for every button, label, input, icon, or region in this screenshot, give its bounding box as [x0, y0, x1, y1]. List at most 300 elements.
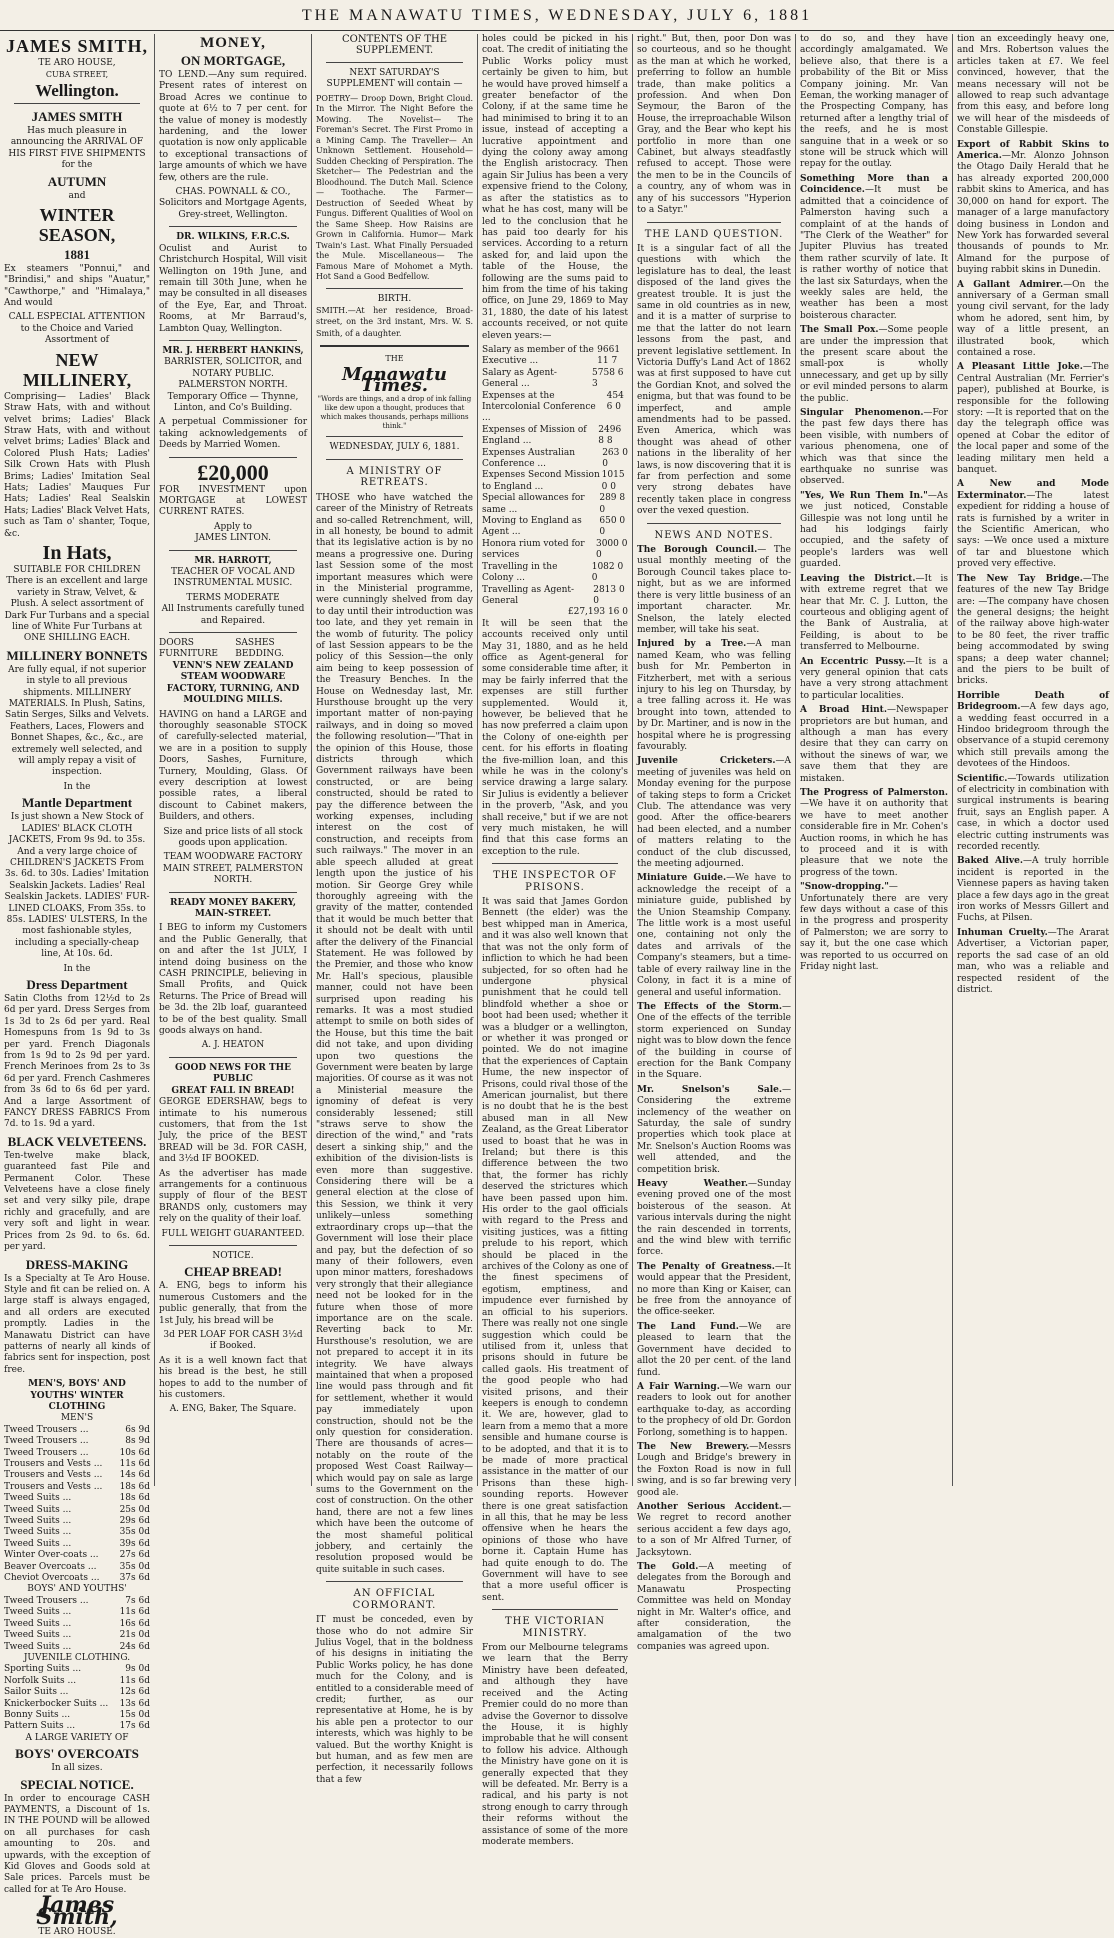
news-item-heading: The Land Fund. — [637, 1321, 739, 1332]
ad-millinery-list: Comprising— Ladies' Black Straw Hats, with and without velvet brims; Ladies' Black Straw Hats, with and without velvet brims; Ladies' Black and Colored Plush Hats; Ladies' Silk Crown Hats with Plush Brims; Ladies' Imitation Seal Hats; Ladies' Mauques Fur Hats; Ladies' Real Sealskin Hats; Ladies' Black Velvet Hats, such as Tam o' shanter, Toque, &c. — [4, 391, 150, 539]
price-row — [4, 1516, 150, 1527]
price-item: Bonny Suits ... — [4, 1709, 71, 1720]
price-value: 454 6 0 — [606, 390, 624, 412]
column-1-james-smith-ad — [4, 34, 150, 1938]
price-item: Tweed Suits ... — [4, 1538, 72, 1549]
ad-mantle-text: Is just shown a New Stock of LADIES' BLACK CLOTH JACKETS, From 9s 9d. to 35s. And a very large choice of CHILDREN'S JACKETS From 3s. 6d. to 30s. Ladies' Imitation Sealskin Jackets. Ladies' Real Sealskin Jackets. LADIES' FUR-LINED CLOAKS, From 35s. to 85s. LADIES' ULSTERS, In the most fashionable styles, including a specially-cheap line, At 10s. 6d. — [4, 812, 150, 960]
news-item — [637, 1562, 791, 1653]
paper-title: Manawatu Times. — [342, 363, 447, 397]
news-item-text: —Some people are under the impression that the present scare about the small-pox is wholly unnecessary, and get up by silly or evil minded persons to alarm the public. — [800, 325, 949, 404]
news-item — [800, 174, 948, 322]
article-body: to do so, and they have accordingly amalgamated. We believe also, that there is a probability of the Bit or Miss Company joining. Mr. Van Eeman, the working manager of the Prospecting Company, has returned after a lengthy trial of the reefs, and he is most sanguine that in a week or so stone will be struck which will repay for the outlay. — [800, 34, 948, 170]
price-item: Tweed Trousers ... — [4, 1436, 89, 1447]
news-item-text: —A meeting of delegates from the Borough and Manawatu Prospecting Committee was held on Monday night in Mr. Walter's office, and after consideration, the amalgamation of the two companies was agreed upon. — [637, 1562, 791, 1652]
ad-dress-text: Satin Cloths from 12½d to 2s 6d per yard. Dress Serges from 1s 3d to 2s 6d per yard. Real Homespuns from 1s 9d to 3s per yard. French Diagonals from 1s 9d to 2s 9d per yard. French Merinoes from 2s to 3s 6d per yard. French Cashmeres from 3s 6d to 6s 6d per yard. And a large Assortment of FANCY DRESS FABRICS From 7d. to 1s. 9d a yard. — [4, 993, 150, 1130]
news-item — [637, 1085, 791, 1176]
news-item-text: —A man named Keam, who was felling bush for Mr. Pemberton in Fitzherbert, met with a serious injury to his leg on Thursday, by a tree falling across it. He was brought into town, attended to by Dr. Martiner, and is now in the hospital where he is progressing favourably. — [637, 639, 791, 752]
price-value: 25s 0d — [119, 1504, 150, 1515]
price-item: Norfolk Suits ... — [4, 1675, 77, 1686]
price-item: Tweed Trousers ... — [4, 1447, 89, 1458]
news-item-heading: Juvenile Cricketers. — [637, 756, 776, 767]
price-row — [4, 1676, 150, 1687]
price-item: Expenses at the Intercolonial Conference ... — [482, 390, 596, 424]
price-item: Tweed Suits ... — [4, 1516, 72, 1527]
news-item-heading: The New Tay Bridge. — [957, 573, 1083, 584]
news-item — [637, 1502, 791, 1559]
news-item — [957, 691, 1109, 771]
news-item-heading: Horrible Death of Bridegroom. — [957, 690, 1109, 713]
price-item: Trousers and Vests ... — [4, 1459, 103, 1469]
price-row — [4, 1687, 150, 1698]
ad-notice-text: In order to encourage CASH PAYMENTS, a Discount of 1s. IN THE POUND will be allowed on all purchases for cash amounting to 20s. and upwards, with the exception of Kid Gloves and Goods sold at Sale prices. Parcels must be called for at Te Aro House. — [4, 1793, 150, 1895]
news-item-heading: The Small Pox. — [800, 325, 879, 336]
ad-bonnets-text: Are fully equal, if not superior in style to all previous shipments. MILLINERY MATERIALS. In Plush, Satins, Satin Serges, Silks and Velvets. Feathers, Laces, Flowers and Bonnet Shapes, &c., &c., are extremely well selected, and will amply repay a visit of inspection. — [5, 664, 149, 778]
price-row — [4, 1505, 150, 1516]
mortgage-heading: ON MORTGAGE, — [180, 53, 286, 68]
news-item — [800, 705, 948, 785]
news-item-heading: The Effects of the Storm. — [637, 1001, 782, 1012]
news-item — [957, 280, 1109, 360]
news-item-heading: Scientific. — [957, 773, 1008, 784]
price-item: Tweed Suits ... — [4, 1618, 72, 1629]
price-value: 9s 0d — [125, 1664, 150, 1675]
ad-house: TE ARO HOUSE, — [38, 58, 116, 68]
price-item: Tweed Suits ... — [4, 1493, 72, 1504]
price-value: 27s 6d — [119, 1550, 150, 1561]
news-item-heading: The New Brewery. — [637, 1441, 750, 1452]
article-body: It will be seen that the accounts received only until May 31, 1880, and as he held office as Agent-general for some considerable time after, it may be fairly inferred that the expenses are still further supplemented. Would it, however, be believed that he has now preferred a claim upon the Colony of one-eighth per cent. for his efforts in floating the five-million loan, and this while he was in the colony's service drawing a large salary. Sir Julius is evidently a believer in the proverb, "Ask, and you shall receive," but if we are not very much mistaken, he will find that this case forms an exception to the rule. — [482, 618, 628, 857]
hankins-heading: MR. J. HERBERT HANKINS, — [162, 345, 304, 356]
price-value: 12s 6d — [119, 1687, 150, 1698]
price-row — [482, 585, 628, 608]
price-row — [4, 1664, 150, 1675]
price-value: 11s 6d — [119, 1607, 150, 1618]
masthead-title: THE MANAWATU TIMES, WEDNESDAY, JULY 6, 1881 — [301, 7, 813, 24]
price-value: 10s 6d — [119, 1447, 150, 1458]
news-item-heading: The Progress of Palmerston. — [800, 788, 948, 798]
news-item — [800, 491, 948, 571]
news-item-text: —For the past few days there has been visible, with numbers of various phenomena, one of which was that since the earthquake no sunrise was observed. — [800, 408, 948, 487]
price-value: 6s 9d — [125, 1424, 150, 1435]
news-item-heading: An Eccentric Pussy. — [800, 656, 906, 667]
news-item-text: —Towards utilization of electricity in combination with surgical instruments is bearing fruit, says an English paper. A case, in which a doctor used electric cutting instruments was recorded recently. — [957, 773, 1109, 853]
news-item — [800, 574, 948, 654]
article-body: THOSE who have watched the career of the Ministry of Retreats and so-called Retrenchment, will, in all honesty, be bound to admit that its legislative action is by no means a progressive one. During last Session some of the most important measures which were in the Ministerial programme, were cunningly shelved from day to day until their introduction was too late, and they yet remain in the womb of futurity. The policy of last Session appears to be the policy of this Session—the only aim being to keep possession of the Treasury Benches. In the House on Wednesday last, Mr. Hursthouse brought up the very important matter of non-paying railways, and in doing so moved the following resolution—"That in the opinion of this House, those districts through which Government railways have been constructed, or are being constructed, should be rated to pay the difference between the working expenses, including interest on the cost of construction, and receipts from such railways." The mover in an able speech alluded at great length upon the justice of his motion. Sir George Grey while thoroughly agreeing with the gravity of the matter, contended that it would be much better that it should not be dealt with until after the delivery of the Financial Statement. He was followed by the Premier, and those who know Mr. Hall's specious, plausible manner, could not have been surprised upon reading his remarks. It was a most studied attempt to smile on both sides of the House, but this time the bait did not take, and upon dividing upon two questions the Government were beaten by large majorities. Of course as it was not a Ministerial measure the ignominy of defeat is very considerably lessened; still "straws serve to show the direction of the wind," and "rats desert a sinking ship," and the exhibition of the division-lists is even more than suggestive. Considering there will be a general election at the close of this Session, we think it very unlikely—unless something extraordinary crops up—that the Government will lose their place and pay, but the defection of so many of their followers, even upon minor matters, foreshadows very strongly that their allegiance need not be looked for in the future when those of more importance are on the scale. Reverting back to Mr. Hursthouse's resolution, we are not prepared to accept it in its integrity. We have always maintained that when a proposed line would pass through and fit for settlement, whether it would pay immediately upon construction, should not be the only question for consideration. There are thousands of acres—notably on the route of the proposed West Coast Railway—which would pay on sale as large sums to the Government on the cost of construction. On the other hand, there are not a few lines which have been the outcome of the most shameful political jobbery, and certainly the resolution proposed would be quite suitable in such cases. — [316, 492, 473, 1575]
price-list — [4, 1425, 150, 1585]
ad-mens: MEN'S — [60, 1413, 94, 1424]
price-row — [482, 345, 628, 368]
ad-mantle-in: In the — [63, 781, 91, 792]
hankins-note: A perpetual Commissioner for taking acknowledgements of Deeds by Married Women. — [159, 417, 307, 451]
news-list — [637, 545, 791, 1653]
news-item — [800, 325, 948, 405]
sum-heading: £20,000 — [197, 459, 269, 485]
ad-footer-house: TE ARO HOUSE. — [38, 1927, 116, 1938]
price-value: 37s 6d — [119, 1573, 150, 1584]
ad-velveteens-text: Ten-twelve make black, guaranteed fast Pile and Permanent Color. These Velveteens have a close finely set and very silky pile, drape richly and gracefully, and are very soft and light in wear. Prices from 2s 9d. to 6s. 6d. per yard. — [4, 1150, 150, 1253]
column-7-news — [957, 34, 1109, 1486]
news-item-text: —A meeting of juveniles was held on Monday evening for the purpose of taking steps to form a Cricket Club. The attendance was very good. After the office-bearers had been elected, and a number of matters relating to the conduct of the club discussed, the meeting adjourned. — [637, 756, 791, 870]
news-item-text: — The usual monthly meeting of the Borough Council takes place to-night, but as we are informed there is very little business of an important character. Mr. Snelson, the lately elected member, will take his seat. — [637, 545, 791, 635]
column-rule — [795, 34, 796, 1486]
price-value: 39s 6d — [119, 1538, 150, 1549]
contents-heading: CONTENTS OF THE SUPPLEMENT. — [341, 34, 448, 57]
price-item: Salary as member of the Executive ... — [482, 344, 594, 367]
eng-text: A. ENG, begs to inform his numerous Customers and the public generally, that from the 1st July, his bread will be — [159, 1281, 307, 1326]
news-item-text: —One of the effects of the terrible storm experienced on Sunday night was to blow down the fence of the building in course of erection for the Bank Company in the Square. — [637, 1001, 791, 1081]
article-heading: AN OFFICIAL CORMORANT. — [352, 1588, 437, 1611]
price-value: 1082 0 0 — [591, 561, 624, 584]
price-item: Sporting Suits ... — [4, 1664, 82, 1675]
price-list — [4, 1596, 150, 1653]
news-item-heading: The Penalty of Greatness. — [637, 1261, 775, 1272]
price-item: Pattern Suits ... — [4, 1721, 76, 1732]
money-text: TO LEND.—Any sum required. Present rates of interest on Broad Acres we continue to quote at 6½ to 7 per cent. for the value of money is modestly hardening, and the lower quotation is now only applicable to exceptional transactions of large amounts of which we have few, others are the rule. — [159, 70, 307, 183]
ad-juvenile: JUVENILE CLOTHING. — [23, 1652, 131, 1663]
price-value: 13s 6d — [119, 1698, 150, 1709]
hankins-title: BARRISTER, SOLICITOR, and NOTARY PUBLIC. — [164, 357, 302, 379]
news-item — [637, 1322, 791, 1379]
article-body: IT must be conceded, even by those who do not admire Sir Julius Vogel, that in the boldness of his designs in initiating the Public Works policy, he has done much for the Colony, and is entitled to a considerable meed of credit; further, as our representative at Home, he is by his able pen a protector to our interests, which was highly to be valued. But the worthy Knight is but human, and as few men are perfection, it necessarily follows that a few — [316, 1615, 473, 1785]
ad-overcoats-sub: In all sizes. — [51, 1763, 103, 1774]
price-value: 24s 6d — [119, 1641, 150, 1652]
news-item-heading: Miniature Guide. — [637, 873, 727, 884]
news-item-text: —The latest expedient for ridding a house of rats is furnished by a writer in the Scientific American, who says: —We once used a mixture of tar and bluestone which proved very effective. — [957, 490, 1109, 570]
price-row — [482, 391, 628, 425]
news-item-heading: The Gold. — [637, 1562, 699, 1572]
price-value: 7s 6d — [125, 1595, 150, 1606]
price-item: Travelling in the Colony ... — [482, 561, 558, 584]
price-item: Tweed Suits ... — [4, 1630, 72, 1641]
article-body: holes could be picked in his coat. The credit of initiating the Public Works policy must certainly be given to him, but he would have proved himself a greater benefactor of the Colony, if at the same time he had minimised to bring it to an issue, instead of accepting a lucrative appointment and dying the colony away among the English aristocracy. Then again Sir Julius has been a very expensive friend to the Colony, as after the statistics as to what he has cost, many will be led to the conclusion that he has paid too dearly for his services. According to a return asked for, and laid upon the table of the House, the following are the sums paid to him from the time of his taking office, on June 29, 1869 to May 31, 1880, the date of his latest accounts received, or not quite eleven years:— — [482, 34, 628, 341]
harrott-heading: MR. HARROTT, — [194, 555, 272, 566]
price-row — [4, 1562, 150, 1573]
ad-clothing-head: MEN'S, BOYS' AND YOUTHS' WINTER CLOTHING — [28, 1379, 126, 1412]
news-item-text: —We regret to record another serious accident a few days ago, to a son of Mr Alfred Turner, of Jacksytown. — [637, 1501, 791, 1558]
price-item: Trousers and Vests ... — [4, 1470, 103, 1481]
price-item: Honora rium voted for services — [482, 538, 585, 561]
price-item: Tweed Suits ... — [4, 1504, 72, 1515]
price-row — [4, 1699, 150, 1710]
news-item-text: —Unfortunately there are very few days without a case of this in the progress and prosperity of Palmerston; we are sorry to say it, but the one case which was reported to us occurred on Friday night last. — [800, 882, 948, 973]
price-value: 263 0 0 — [602, 447, 628, 470]
article-body: right." But, then, poor Don was so courteous, and so he thought as the man at which he worked, preferring to follow an humble trade, than make politics a profession. And when Don Seymour, the Baron of the House, the irreproachable Wilson Gray, and the Bear who kept his portfolio in more than one Cabinet, but always steadfastly refused to accept. Those were the men to be in the Councils of a country, any of whom was in any of his successors "Hyperion to a Satyr." — [637, 34, 791, 216]
ad-and: and — [68, 191, 86, 202]
news-item — [800, 657, 948, 703]
column-rule — [477, 34, 478, 1486]
news-item — [957, 362, 1109, 476]
price-row — [4, 1448, 150, 1459]
price-value: 18s 6d — [119, 1493, 150, 1504]
ad-season-1: AUTUMN — [47, 174, 107, 190]
paper-motto: "Words are things, and a drop of ink falling like dew upon a thought, produces that which makes thousands, perhaps millions think." — [317, 395, 472, 431]
news-item — [957, 856, 1109, 924]
bakery-text: I BEG to inform my Customers and the Public Generally, that on and after the 1st JULY, I intend doing business on the CASH PRINCIPLE, believing in Small Profits, and Quick Returns. The Price of Bread will be 3d. the 2lb loaf, guaranteed to be of the best quality. Small goods always on hand. — [159, 923, 307, 1037]
ad-mantle: Mantle Department — [21, 795, 133, 811]
news-item — [637, 873, 791, 998]
news-item — [637, 545, 791, 636]
price-row — [482, 539, 628, 562]
venns-heading: VENN'S NEW ZEALAND STEAM WOODWARE FACTORY, TURNING, AND MOULDING MILLS. — [166, 660, 300, 706]
news-item-heading: Baked Alive. — [957, 856, 1023, 867]
eng-note: As it is a well known fact that his bread is the best, he still hopes to add to the number of his customers. — [159, 1355, 307, 1401]
price-value: 11s 6d — [119, 1675, 150, 1686]
news-item — [637, 1262, 791, 1319]
price-value: 650 0 0 — [599, 516, 626, 538]
ederslaw-text: GEORGE EDERSHAW, begs to intimate to his numerous customers, that from the 1st July, the price of the BEST BREAD will be 3d. FOR CASH, and 3½d IF BOOKED. — [159, 1097, 307, 1165]
terms-label: TERMS MODERATE — [186, 592, 280, 603]
price-item: Tweed Suits ... — [4, 1607, 72, 1618]
news-item-heading: "Snow-dropping." — [800, 882, 889, 893]
ad-boys: BOYS' AND YOUTHS' — [27, 1584, 127, 1595]
news-item — [637, 1382, 791, 1439]
price-item: Tweed Suits ... — [4, 1527, 72, 1538]
expense-total: £27,193 16 0 — [567, 607, 628, 618]
news-item-heading: A New and Mode Exterminator. — [957, 479, 1109, 501]
bakery-heading: READY MONEY BAKERY, MAIN-STREET. — [169, 897, 296, 919]
price-row — [4, 1459, 150, 1470]
price-row — [4, 1710, 150, 1721]
news-item-text: —We have to acknowledge the receipt of a miniature guide, published by the Union Steamship Company. The little work is a most useful one, containing not only the dates and arrivals of the Company's steamers, but a time-table of every railway line in the Colony, in fact it is a mine of general and useful information. — [637, 873, 791, 998]
news-item-text: —We have it on authority that we have to meet another considerable fire in Mr. Cohen's Auction rooms, in which he has to proceed and it is with pleasure that we note the progress of the town. — [800, 799, 948, 878]
price-item: Beaver Overcoats ... — [4, 1561, 97, 1572]
price-item: Winter Over-coats ... — [4, 1550, 99, 1561]
column-2-advertisements — [159, 34, 307, 1486]
news-item-text: —We are pleased to learn that the Government have decided to allot the 20 per cent. of the land fund. — [637, 1321, 791, 1378]
great-fall: GREAT FALL IN BREAD! — [171, 1085, 295, 1096]
news-item — [957, 140, 1109, 277]
price-item: Moving to England as Agent ... — [482, 516, 582, 538]
ad-bonnets: MILLINERY BONNETS — [6, 647, 148, 663]
article-heading: THE INSPECTOR OF PRISONS. — [493, 870, 617, 893]
news-item-heading: Another Serious Accident. — [637, 1501, 782, 1512]
paper-date: WEDNESDAY, JULY 6, 1881. — [329, 442, 460, 453]
price-row — [482, 368, 628, 391]
news-item-text: —Newspaper proprietors are but human, and although a man has every desire that they can carry on without the sinews of war, we save them that they are mistaken. — [800, 705, 948, 784]
price-row — [4, 1619, 150, 1630]
news-item-heading: Injured by a Tree. — [637, 639, 747, 650]
news-item — [637, 1179, 791, 1259]
news-item-text: —The Central Australian (Mr. Ferrier's paper), published at Bourke, is responsible for the following story: —It is reported that on the day the telegraph office was opened at Cobar the editor of the local paper and some of the leading military men held a banquet. — [957, 362, 1109, 476]
article-body: tion an exceedingly heavy one, and Mrs. Robertson values the articles taken at £7. We feel convinced, however, that the means necessary will not be allowed to reap such advantage from this easy, and before long we will hear of the misdeeds of Constable Gillespie. — [957, 34, 1109, 136]
news-item-text: —On the anniversary of a German small young civil servant, for the lady whom he adored, sent him, by way of a little present, an illustrated book, which contained a rose. — [957, 279, 1109, 358]
news-item-text: —It is with extreme regret that we hear that Mr. C. J. Lutton, the courteous and obliging agent of the Bank of Australia, at Feilding, is about to be transferred to Melbourne. — [800, 573, 949, 653]
price-item: Expenses Second Mission to England ... — [482, 470, 600, 492]
price-row — [4, 1607, 150, 1618]
contents-list: POETRY— Droop Down, Bright Cloud. In the Mirror. The Night Before the Mowing. The Novelist— The Foreman's Secret. The First Promo in a Mining Camp. The Traveller— An Unknown Settlement. Household— Sudden Checking of Perspiration. The Sketcher— The Pedestrian and the Bloodhound. The Dutch Mail. Science— Toothache. The Farmer— Destruction of Seeded Wheat by Fungus. Different Qualities of Wool on the Same Sheep. How Raisins are Grown in California. Humor— Mark Twain's Last. What Finally Persuaded the Mule. Miscellaneous— The Famous Mare of Mohomet a Myth. Hot Sand a Good Bedfellow. — [316, 93, 473, 282]
ad-city: Wellington. — [35, 80, 119, 100]
article-body: From our Melbourne telegrams we learn that the Berry Ministry have been defeated, and although they have received and the Acting Premier could do no more than advise the Governor to dissolve the House, it is highly improbable that he will consent to follow his advice. Although the Ministry have gone on it is generally expected that they will be defeated. Mr. Berry is a radical, and his party is not strong enough to carry through their reforms without the assistance of some of the more moderate members. — [482, 1643, 628, 1847]
price-value: 3000 0 0 — [595, 538, 628, 561]
column-rule — [154, 34, 155, 1486]
news-item-text: —Messrs Lough and Bridge's brewery in the Foxton Road is now in full swing, and is so far brewing very good ale. — [637, 1441, 791, 1498]
news-item-text: —It must be admitted that a coincidence of Palmerston having such a complaint of at the hands of "The Clerk of the Weather" for Jupiter Pluvius has treated them rather scurvily of late. It is rather worthy of notice that the last six Saturdays, when the weekly sales are held, the weather has been a most boisterous character. — [800, 185, 948, 321]
ad-millinery: NEW MILLINERY, — [22, 349, 132, 390]
money-heading: MONEY, — [200, 35, 266, 51]
price-row — [4, 1721, 150, 1732]
price-item: Salary as Agent-General ... — [482, 367, 557, 390]
heaton-sign: A. J. HEATON — [201, 1040, 265, 1051]
news-item — [800, 788, 948, 879]
news-item-text: —The Ararat Advertiser, a Victorian paper, reports the sad case of an old man, who was a reliable and respected resident of the district. — [957, 927, 1109, 995]
news-item — [957, 774, 1109, 854]
news-item-text: —We warn our readers to look out for another earthquake to-day, as according to the prophecy of old Dr. Gordon Forlong, something is to happen. — [637, 1381, 791, 1438]
column-rule — [632, 34, 633, 1486]
news-item-text: —It would appear that the President, no more than King or Kaiser, can be free from the annoyance of the office-seeker. — [637, 1261, 791, 1318]
news-item-heading: A Pleasant Little Joke. — [957, 362, 1083, 373]
ad-name: JAMES SMITH, — [5, 36, 149, 56]
news-item-text: —A truly horrible incident is reported in the Viennese papers as having taken place a few days ago in the great iron works of Messrs Gillert and Fuchs, at Pilsen. — [957, 856, 1109, 924]
news-item — [637, 1442, 791, 1499]
ad-overcoats: BOYS' OVERCOATS — [15, 1746, 139, 1762]
ad-hats: In Hats, — [42, 541, 112, 564]
price-value: 8s 9d — [125, 1436, 150, 1447]
price-value: 29s 6d — [119, 1516, 150, 1527]
price-row — [4, 1630, 150, 1641]
news-item — [637, 756, 791, 870]
wilkins-text: Oculist and Aurist to Christchurch Hospital, Will visit Wellington on 19th June, and remain till 30th June, when he may be consulted in all diseases of the Eye, Ear, and Throat. Rooms, at Mr Barraud's, Lambton Quay, Wellington. — [159, 243, 307, 334]
news-item-heading: Leaving the District. — [800, 573, 916, 584]
instruments-text: All Instruments carefully tuned and Repaired. — [161, 604, 305, 626]
price-row — [4, 1573, 150, 1584]
article-body: It is a singular fact of all the questions with which the legislature has to deal, the least disposed of the land gives the greatest trouble. It is just the same in old countries as in new, and it is a matter of surprise to me that the latter do not learn lessons from the past, and prevent legislative settlement. In Victoria Duffy's Land Act of 1862 was at first supposed to have cut the Gordian Knot, and solved the enigma, but that was found to be imperfect, and ample amendments had to be passed. Even America, which was thought was ahead of other nations in the liberality of her laws, is now discovering that it is far from perfection and some very strong debates have recently taken place in congress over the vexed question. — [637, 243, 791, 517]
article-heading: THE LAND QUESTION. — [644, 228, 784, 240]
ad-year: 1881 — [64, 246, 90, 262]
news-item-text: —Sunday evening proved one of the most boisterous of the season. At various intervals during the night the rain descended in torrents, and the wind blew with terrific force. — [637, 1179, 791, 1258]
news-item-heading: "Yes, We Run Them In." — [800, 490, 928, 501]
column-6-news — [800, 34, 948, 1486]
full-weight: FULL WEIGHT GUARANTEED. — [161, 1228, 305, 1239]
price-item: Special allowances for same ... — [482, 493, 585, 515]
birth-heading: BIRTH. — [377, 293, 412, 304]
ad-dress-in: In the — [63, 963, 91, 974]
price-row — [4, 1482, 150, 1493]
price-value: 11s 6d — [119, 1459, 150, 1469]
price-row — [4, 1596, 150, 1607]
price-value: 21s 0d — [119, 1630, 150, 1641]
news-item-heading: Something More than a Coincidence. — [800, 173, 948, 196]
price-row — [4, 1550, 150, 1561]
eng-price: 3d PER LOAF FOR CASH 3½d if Booked. — [163, 1330, 303, 1352]
price-value: 2496 8 8 — [598, 424, 622, 447]
column-5-news — [637, 34, 791, 1652]
price-item: Tweed Trousers ... — [4, 1424, 89, 1435]
price-row — [482, 493, 628, 516]
harrott-text: TEACHER OF VOCAL AND INSTRUMENTAL MUSIC. — [170, 567, 296, 589]
news-item-heading: A Gallant Admirer. — [957, 279, 1064, 290]
price-row — [4, 1470, 150, 1481]
news-item-heading: The Borough Council. — [637, 545, 758, 556]
news-item-heading: Inhuman Cruelty. — [957, 927, 1048, 938]
apply-label: Apply to — [214, 521, 252, 532]
price-item: Travelling as Agent-General — [482, 584, 575, 606]
wilkins-heading: DR. WILKINS, F.R.C.S. — [176, 232, 290, 243]
news-item — [800, 408, 948, 488]
article-heading: A MINISTRY OF RETREATS. — [346, 465, 443, 489]
eng-sign: A. ENG, Baker, The Square. — [169, 1404, 297, 1415]
ad-hats-text: SUITABLE FOR CHILDREN There is an excellent and large variety in Straw, Velvet, & Plush. A select assortment of Dark Fur Turbans and a special line of White Fur Turbans at ONE SHILLING EACH. — [4, 564, 150, 644]
ad-season-2: WINTER SEASON, — [38, 204, 116, 245]
price-value: 16s 6d — [119, 1618, 150, 1629]
ad-street: CUBA STREET, — [45, 70, 109, 80]
team-label: TEAM WOODWARE FACTORY MAIN STREET, PALMERSTON NORTH. — [162, 852, 304, 886]
ad-footer-name: James Smith, — [36, 1892, 118, 1930]
advertiser-text: As the advertiser has made arrangements for a continuous supply of flour of the BEST BRANDS only, customers may rely on the quality of their loaf. — [159, 1168, 307, 1225]
ad-ships: Ex steamers "Ponnui," and "Brindisi," and ships "Auatur," "Cawthorpe," and "Himalaya," And would — [4, 263, 150, 309]
ad-intro: Has much pleasure in announcing the ARRIVAL OF HIS FIRST FIVE SHIPMENTS for the — [8, 125, 146, 171]
news-item-heading: A Fair Warning. — [637, 1381, 720, 1392]
price-value: 18s 6d — [119, 1481, 150, 1492]
ad-attention: CALL ESPECIAL ATTENTION to the Choice and Varied Assortment of — [8, 312, 146, 346]
price-row — [4, 1527, 150, 1538]
price-list — [4, 1664, 150, 1732]
news-item — [957, 928, 1109, 996]
ad-name-2: JAMES SMITH — [31, 108, 123, 124]
news-item-text: —The features of the new Tay Bridge are: —The company have chosen the general designs; the height of the railway above high-water to be 80 feet, the river traffic being accommodated by swing spans; a deep water channel; and the piers to be built of bricks. — [957, 573, 1109, 687]
price-value: 1015 0 0 — [601, 470, 625, 492]
price-value: 2813 0 0 — [593, 584, 625, 606]
news-item-text: —A few days ago, a wedding feast occurred in a Hindoo bridegroom through the observance of a stupid ceremony which still prevails among the devotees of the Hindoos. — [957, 702, 1109, 770]
article-body: It was said that James Gordon Bennett (the elder) was the best whipped man in America, and it was also well known that that was not the only form of infliction to which he had been subjected, for so often had he undergone physical punishment that he could tell blindfold whether a shoe or boot had been used; whether it was a bludger or a wellington, or whether it was pronged or pointed. We do not imagine that the experiences of Captain Hume, the new inspector of Prisons, could rival those of the American journalist, but there is no doubt that he is the best abused man in all New Zealand, as the Great Liberator used to boast that he was in Ireland; but there is this difference between the two that, the former has richly deserved the strictures which have been passed upon him. His order to the gaol officials with regard to the Press and visiting justices, was a fitting prelude to his report, which should be placed in the archives of the Colony as one of the finest specimens of egotism, emptiness, and impudence ever furnished by an official to his superiors. There was really not one single suggestion which could be utilised from it, unless that prisons should in future be called gaols. His treatment of the good people who had visited prisons, and their keepers is enough to condemn it. We are, however, glad to learn from a memo that a more sensible and humane course is to be adopted, and that it is to be made of more practical assistance in the matter of our Prisons than these high-sounding reports. However there is one great satisfaction in all this, that he may be less offensive when he hears the opinions of those who have borne it. Captain Hume has had quite enough to do. The Government will have to see that a more useful officer is sent. — [482, 897, 628, 1603]
ad-velveteens: BLACK VELVETEENS. — [7, 1133, 147, 1149]
price-row — [482, 470, 628, 493]
price-value: 15s 0d — [119, 1709, 150, 1720]
the-label: THE — [385, 354, 404, 364]
ad-dress: Dress Department — [26, 976, 128, 992]
price-row — [4, 1642, 150, 1653]
price-item: Sailor Suits ... — [4, 1687, 69, 1698]
price-item: Trousers and Vests ... — [4, 1481, 103, 1492]
price-item: Expenses of Mission of England ... — [482, 424, 587, 447]
price-value: 35s 0d — [119, 1561, 150, 1572]
news-list — [957, 140, 1109, 997]
price-row — [4, 1436, 150, 1447]
price-row — [4, 1425, 150, 1436]
price-value: 17s 6d — [119, 1721, 150, 1732]
price-item: Expenses Australian Conference ... — [482, 447, 576, 470]
cheap-bread: CHEAP BREAD! — [184, 1264, 282, 1280]
price-row — [482, 516, 628, 539]
contents-next: NEXT SATURDAY'S SUPPLEMENT will contain — — [326, 67, 463, 90]
column-rule — [311, 34, 312, 1486]
ad-special-notice: SPECIAL NOTICE. — [20, 1776, 134, 1792]
venns-text: HAVING on hand a LARGE and thoroughly seasonable STOCK of carefully-selected material, we are in a position to supply Doors, Sashes, Furniture, Turnery, Moulding, Glass. Of every description at lowest possible rates, a liberal discount to Cabinet makers, Builders, and others. — [159, 709, 307, 823]
ad-dressmaking-text: Is a Specialty at Te Aro House. Style and fit can be relied on. A large staff is always engaged, and all orders are executed promptly. Ladies in the Manawatu District can have patterns of nearly all kinds of fabrics sent for inspection, post free. — [4, 1273, 150, 1375]
news-item — [637, 639, 791, 753]
price-item: Tweed Suits ... — [4, 1641, 72, 1652]
notice-heading: NOTICE. — [212, 1250, 254, 1261]
column-3-editorial — [316, 34, 473, 1785]
column-rule — [952, 34, 953, 1486]
news-item — [957, 574, 1109, 688]
linton-label: JAMES LINTON. — [195, 533, 271, 544]
ad-large-variety: A LARGE VARIETY OF — [25, 1732, 129, 1743]
news-list — [800, 174, 948, 974]
news-item-heading: Mr. Snelson's Sale. — [637, 1084, 782, 1095]
price-row — [482, 448, 628, 471]
news-item-heading: Export of Rabbit Skins to America. — [957, 139, 1109, 162]
price-row — [4, 1493, 150, 1504]
doors-label: DOORS FURNITURE — [159, 638, 218, 660]
news-item-text: —Considering the extreme inclemency of the weather on Saturday, the sale of sundry properties which took place at Mr. Snelson's Auction Rooms was well attended, and the competition brisk. — [637, 1084, 791, 1175]
news-heading: NEWS AND NOTES. — [654, 529, 774, 541]
sum-text: FOR INVESTMENT upon MORTGAGE at LOWEST CURRENT RATES. — [159, 484, 307, 518]
column-4-editorial — [482, 34, 628, 1847]
article-heading: THE VICTORIAN MINISTRY. — [504, 1616, 605, 1639]
price-value: 14s 6d — [119, 1470, 150, 1481]
price-item: Tweed Trousers ... — [4, 1595, 89, 1606]
price-row — [482, 562, 628, 585]
